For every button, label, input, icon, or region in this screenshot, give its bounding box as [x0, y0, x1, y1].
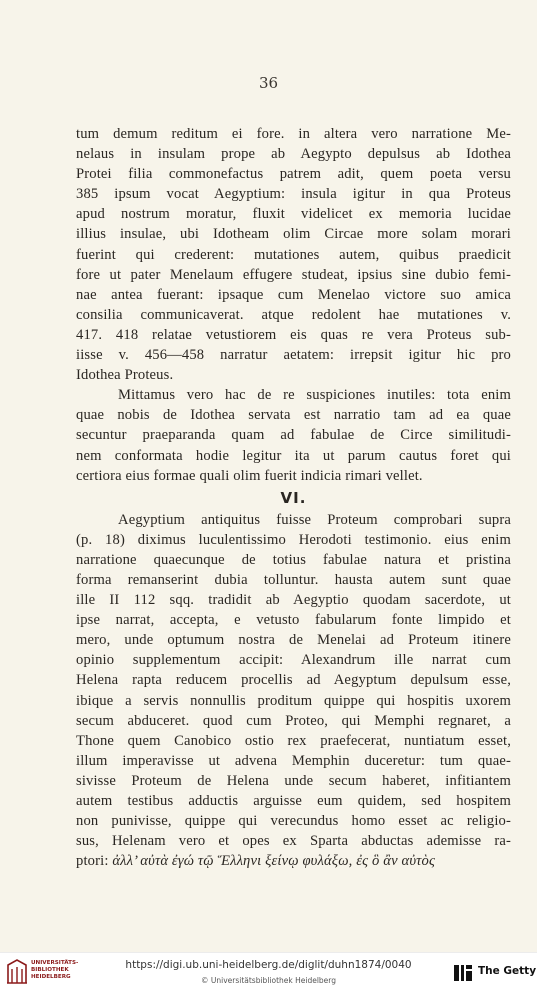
text-line: narratione quaecunque de totius fabulae natura et pristina	[76, 551, 511, 568]
text-line: iisse v. 456—458 narratur aetatem: irrepsit igitur hic pro	[76, 347, 511, 364]
text-line: nelaus in insulam prope ab Aegypto depulsus ab Idothea	[76, 146, 511, 163]
text-line: fore ut pater Menelaum effugere studeat, ipsius sine dubio femi-	[76, 266, 511, 283]
text-line: mero, unde optumum nostra de Menelai ad Proteum itinere	[76, 632, 511, 649]
getty-logo-icon	[453, 963, 473, 983]
text-line: ibique a servis nonnullis proditum quippe qui hospitis uxorem	[76, 692, 511, 709]
text-line: quae nobis de Idothea servata est narratio tam ad ea quae	[76, 407, 511, 424]
text-line: nae antea fuerant: ipsaque cum Menelao victore suo amica	[76, 286, 511, 303]
text-line: Aegyptium antiquitus fuisse Proteum comprobari supra	[118, 511, 511, 528]
page-number: 36	[258, 74, 279, 92]
permalink-url[interactable]: https://digi.ub.uni-heidelberg.de/diglit/duhn1874/0040	[125, 959, 412, 971]
text-line: secuntur praeparanda quam ad fabulae de Circe similitudi-	[76, 427, 511, 444]
paragraph-1	[76, 124, 511, 385]
text-line: 417. 418 relatae vetustiorem eis quas re vera Proteus sub-	[76, 326, 511, 343]
section-heading: VI.	[280, 488, 307, 507]
text-line: opinio supplementum accipit: Alexandrum ille narrat cum	[76, 652, 511, 669]
text-line: certiora eius formae quali olim fuerit indicia rimari vellet.	[76, 467, 423, 484]
text-line: Protei filia commonefactus patrem adit, quem poeta versu	[76, 166, 511, 183]
paragraph-2	[76, 385, 511, 485]
text-line: autem testibus adductis arguisse eum quidem, sed hospitem	[76, 793, 511, 809]
text-line: secum abduceret. quod cum Proteo, qui Memphi regnaret, a	[76, 712, 511, 729]
text-line: Helena rapta reducem procellis ad Aegyptum depulsum esse,	[76, 672, 511, 689]
body-text	[76, 124, 511, 871]
greek-quotation: ἀλλ’ αὐτὰ ἐγώ τῷ Ἕλληνι ξείνῳ φυλάξω, ἐς ὃ ἂν αὐτὸς	[112, 853, 436, 870]
text-line: nem conformata hodie legitur ita ut parum cautus foret qui	[76, 447, 511, 464]
text-line: apud nostrum moratur, fluxit videlicet ex memoria lucidae	[76, 206, 511, 223]
digitization-footer	[0, 952, 537, 991]
text-line: non punivisse, quippe qui verecundus homo esset ac religio-	[76, 813, 511, 830]
latin-text: ptori:	[76, 853, 109, 870]
getty-sponsor: The Getty	[478, 965, 537, 977]
text-line: ipse narrat, accepta, e vetusto fabularum fonte limpido et	[76, 612, 511, 629]
text-line: Mittamus vero hac de re suspiciones inutiles: tota enim	[118, 387, 511, 404]
text-line: Thone quem Canobico ostio rex praefecerat, nuntiatum esset,	[76, 732, 511, 749]
text-line: fuerint qui crederent: mutationes autem, quibus praedicit	[76, 246, 511, 263]
text-line: consilia communicaverat. atque redolent hae mutationes v.	[76, 306, 511, 323]
library-name: UNIVERSITÄTS- BIBLIOTHEK HEIDELBERG	[31, 960, 79, 980]
text-line: illius insulae, ubi Idotheam olim Circae more solam morari	[76, 226, 511, 243]
text-line: tum demum reditum ei fore. in altera vero narratione Me-	[76, 126, 511, 142]
text-line: ille II 112 sqq. tradidit ab Aegyptio quodam sacerdote, ut	[76, 592, 511, 609]
text-line: 385 ipsum vocat Aegyptium: insula igitur in qua Proteus	[76, 186, 511, 203]
text-line: sivisse Proteum de Helena unde secum haberet, infitiantem	[76, 772, 511, 789]
text-line: Idothea Proteus.	[76, 367, 174, 384]
paragraph-3	[76, 510, 511, 852]
text-line: sus, Helenam vero et opes ex Sparta abductas ademisse ra-	[76, 833, 511, 850]
text-line: illum imperavisse ut advena Memphin duceretur: tum quae-	[76, 752, 511, 769]
text-line-greek-quote	[76, 851, 511, 871]
text-line: forma remanserint dubia tolluntur. hausta autem sunt quae	[76, 571, 511, 588]
text-line: (p. 18) diximus luculentissimo Herodoti testimonio. eius enim	[76, 531, 511, 548]
copyright-notice: © Universitätsbibliothek Heidelberg	[200, 976, 336, 985]
